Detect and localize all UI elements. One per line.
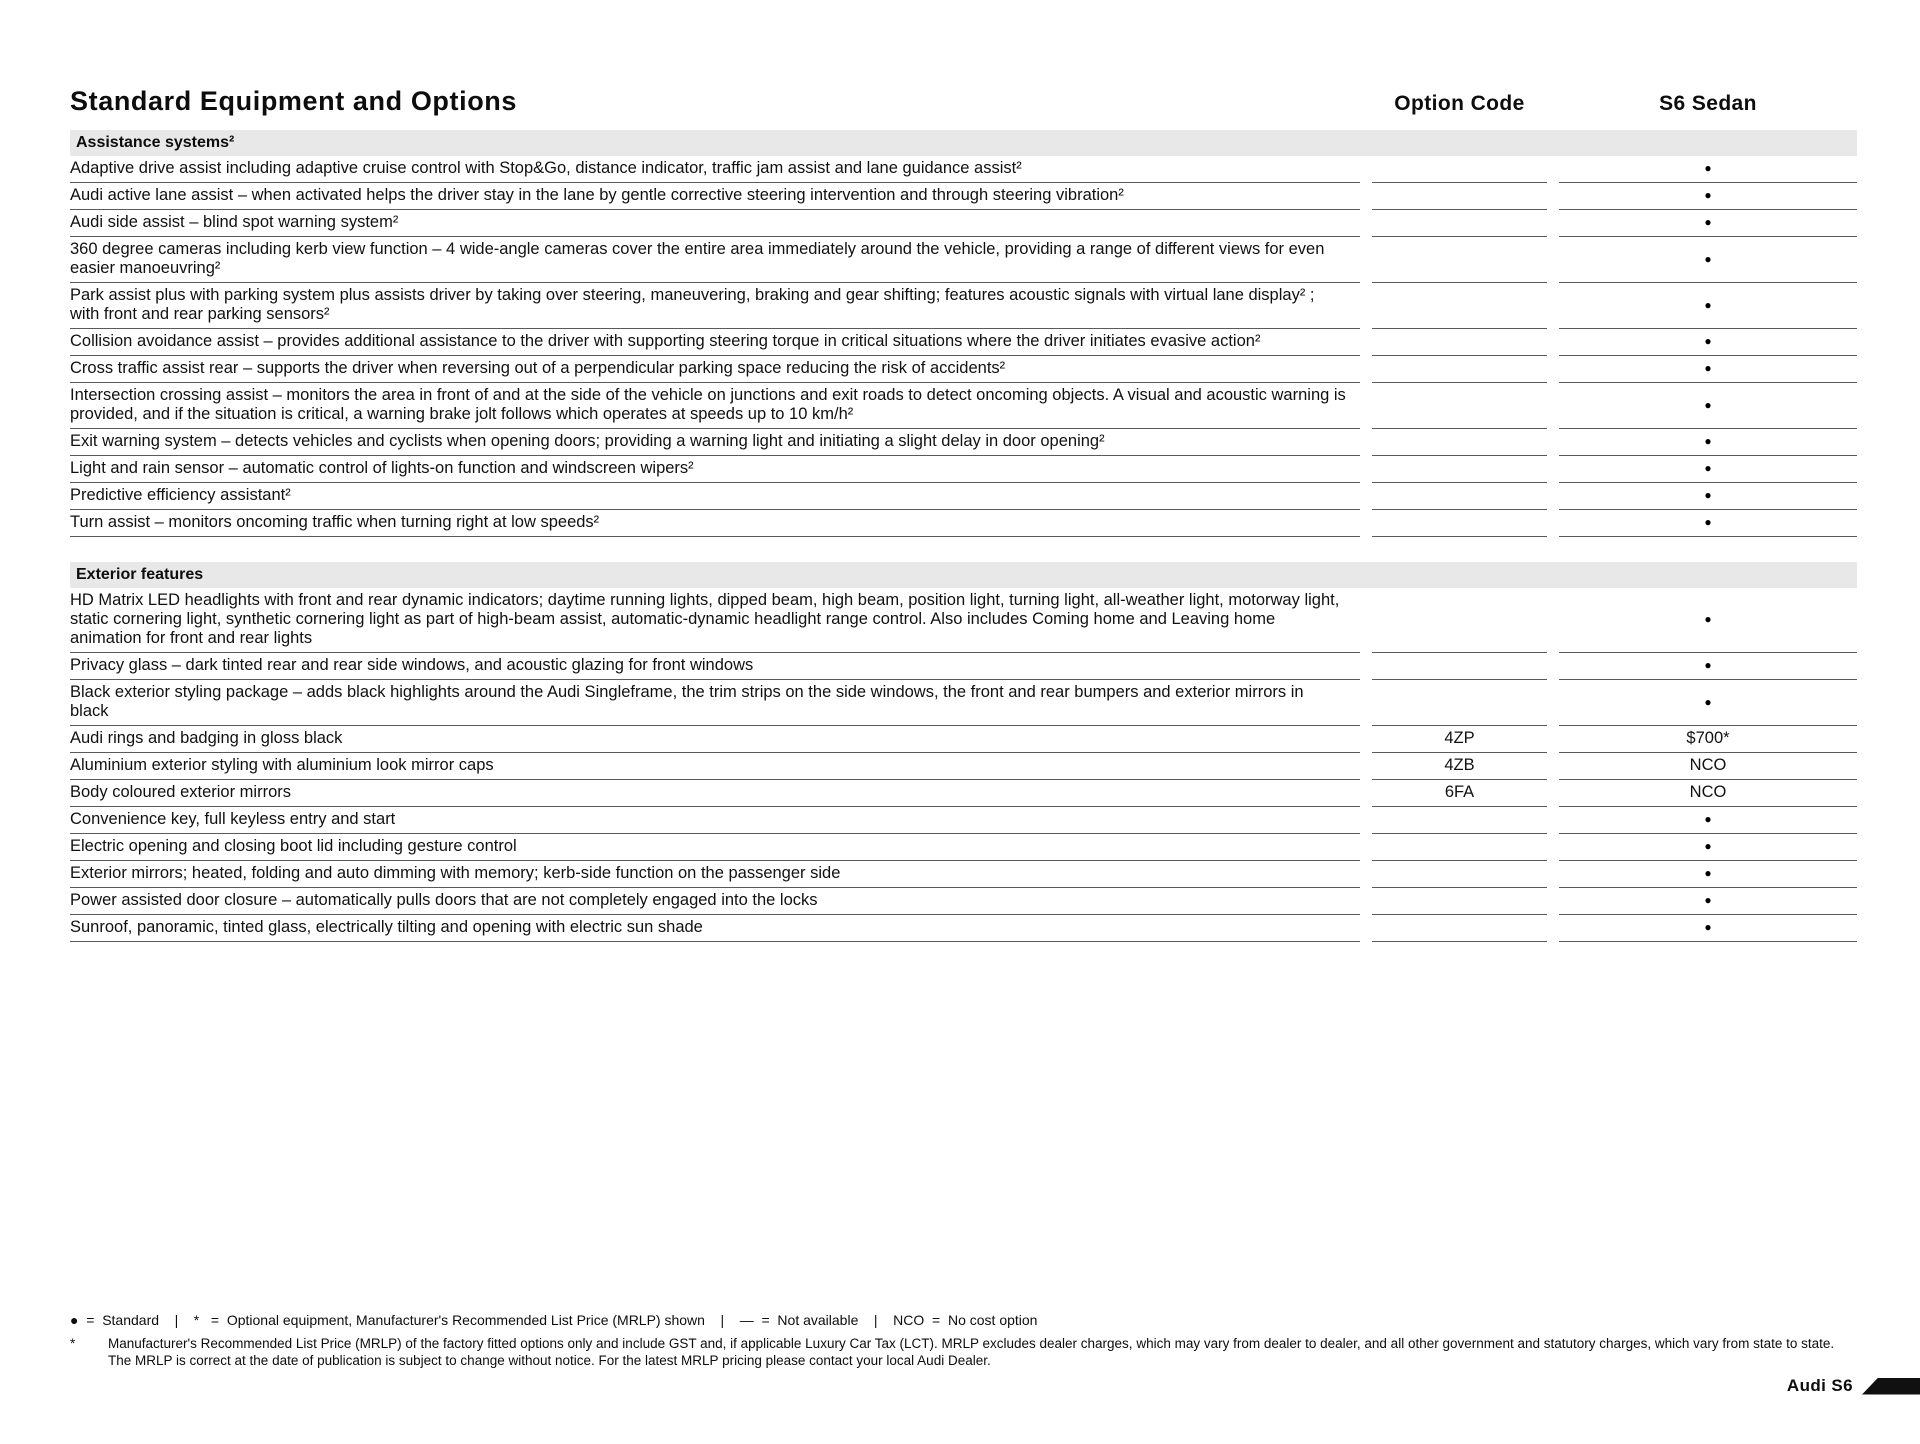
footnote-marker: *: [70, 1336, 76, 1351]
table-row: [70, 915, 1857, 942]
feature-cell: Cross traffic assist rear – supports the driver when reversing out of a perpendicular parking space reducing the risk of accidents²: [70, 356, 1360, 383]
availability-cell: ●: [1559, 356, 1857, 383]
option-code-cell: [1372, 510, 1547, 537]
feature-cell: Body coloured exterior mirrors: [70, 780, 1360, 807]
table-row: [70, 861, 1857, 888]
availability-cell: ●: [1559, 510, 1857, 537]
feature-cell: Audi active lane assist – when activated helps the driver stay in the lane by gentle corrective steering intervention and through steering vibration²: [70, 183, 1360, 210]
availability-cell: ●: [1559, 915, 1857, 942]
availability-cell: ●: [1559, 283, 1857, 329]
feature-cell: 360 degree cameras including kerb view function – 4 wide-angle cameras cover the entire area immediately around the vehicle, providing a range of different views for even easier manoeuvring²: [70, 237, 1360, 283]
section-header: Exterior features: [70, 562, 1857, 588]
feature-cell: Predictive efficiency assistant²: [70, 483, 1360, 510]
footer: [70, 1312, 1857, 1369]
feature-cell: HD Matrix LED headlights with front and rear dynamic indicators; daytime running lights, dipped beam, high beam, position light, turning light, all-weather light, motorway light, static cornering light, synthetic cornering light as part of high-beam assist, automatic-dynamic headlight range control. Also includes Coming home and Leaving home animation for front and rear lights: [70, 588, 1360, 653]
table-row: [70, 329, 1857, 356]
table-row: [70, 456, 1857, 483]
column-header-model: S6 Sedan: [1659, 92, 1757, 115]
option-code-cell: [1372, 483, 1547, 510]
option-code-cell: [1372, 915, 1547, 942]
page-tab-shape: [1862, 1378, 1920, 1395]
option-code-cell: [1372, 383, 1547, 429]
footnote: [70, 1335, 1857, 1369]
feature-cell: Power assisted door closure – automatically pulls doors that are not completely engaged into the locks: [70, 888, 1360, 915]
option-code-cell: [1372, 356, 1547, 383]
table-row: [70, 510, 1857, 537]
legend-line: ● = Standard | * = Optional equipment, Manufacturer's Recommended List Price (MRLP) shown | — = Not available | NCO = No cost option: [70, 1312, 1038, 1328]
availability-cell: ●: [1559, 588, 1857, 653]
feature-cell: Intersection crossing assist – monitors the area in front of and at the side of the vehicle on junctions and exit roads to detect oncoming objects. A visual and acoustic warning is provided, and if the situation is critical, a warning brake jolt follows which operates at speeds up to 10 km/h²: [70, 383, 1360, 429]
feature-cell: Adaptive drive assist including adaptive cruise control with Stop&Go, distance indicator, traffic jam assist and lane guidance assist²: [70, 156, 1360, 183]
feature-cell: Aluminium exterior styling with aluminium look mirror caps: [70, 753, 1360, 780]
feature-cell: Collision avoidance assist – provides additional assistance to the driver with supporting steering torque in critical situations where the driver initiates evasive action²: [70, 329, 1360, 356]
table-row: [70, 183, 1857, 210]
option-code-cell: [1372, 834, 1547, 861]
availability-cell: ●: [1559, 861, 1857, 888]
section-header: Assistance systems²: [70, 130, 1857, 156]
availability-cell: ●: [1559, 156, 1857, 183]
table-row: [70, 680, 1857, 726]
feature-cell: Audi rings and badging in gloss black: [70, 726, 1360, 753]
page-title: Standard Equipment and Options: [70, 86, 518, 116]
table-row: [70, 807, 1857, 834]
availability-cell: NCO: [1559, 753, 1857, 780]
column-header-option-code: Option Code: [1394, 92, 1525, 115]
table-row: [70, 588, 1857, 653]
table-row: [70, 356, 1857, 383]
table-row: [70, 888, 1857, 915]
option-code-cell: [1372, 237, 1547, 283]
option-code-cell: 4ZP: [1372, 726, 1547, 753]
option-code-cell: [1372, 456, 1547, 483]
availability-cell: ●: [1559, 888, 1857, 915]
feature-cell: Sunroof, panoramic, tinted glass, electrically tilting and opening with electric sun shade: [70, 915, 1360, 942]
availability-cell: ●: [1559, 807, 1857, 834]
feature-cell: Privacy glass – dark tinted rear and rear side windows, and acoustic glazing for front windows: [70, 653, 1360, 680]
page: [0, 86, 1920, 1444]
availability-cell: ●: [1559, 653, 1857, 680]
table-row: [70, 383, 1857, 429]
availability-cell: $700*: [1559, 726, 1857, 753]
availability-cell: ●: [1559, 483, 1857, 510]
option-code-cell: 4ZB: [1372, 753, 1547, 780]
option-code-cell: [1372, 588, 1547, 653]
table-row: [70, 653, 1857, 680]
table-row: [70, 237, 1857, 283]
equipment-table: [70, 130, 1857, 942]
availability-cell: ●: [1559, 329, 1857, 356]
table-row: [70, 283, 1857, 329]
feature-cell: Park assist plus with parking system plus assists driver by taking over steering, maneuvering, braking and gear shifting; features acoustic signals with virtual lane display² ; with front and rear parking sensors²: [70, 283, 1360, 329]
availability-cell: ●: [1559, 834, 1857, 861]
option-code-cell: [1372, 888, 1547, 915]
table-row: [70, 753, 1857, 780]
feature-cell: Light and rain sensor – automatic control of lights-on function and windscreen wipers²: [70, 456, 1360, 483]
availability-cell: NCO: [1559, 780, 1857, 807]
feature-cell: Audi side assist – blind spot warning system²: [70, 210, 1360, 237]
feature-cell: Exterior mirrors; heated, folding and auto dimming with memory; kerb-side function on the passenger side: [70, 861, 1360, 888]
table-row: [70, 429, 1857, 456]
option-code-cell: [1372, 680, 1547, 726]
option-code-cell: [1372, 807, 1547, 834]
feature-cell: Black exterior styling package – adds black highlights around the Audi Singleframe, the trim strips on the side windows, the front and rear bumpers and exterior mirrors in black: [70, 680, 1360, 726]
table-row: [70, 210, 1857, 237]
availability-cell: ●: [1559, 456, 1857, 483]
availability-cell: ●: [1559, 237, 1857, 283]
table-header-row: [70, 86, 1857, 117]
option-code-cell: [1372, 653, 1547, 680]
brand-block: [1787, 1376, 1920, 1396]
option-code-cell: [1372, 156, 1547, 183]
brand-label: Audi S6: [1786, 1376, 1853, 1395]
option-code-cell: 6FA: [1372, 780, 1547, 807]
table-row: [70, 483, 1857, 510]
table-row: [70, 156, 1857, 183]
availability-cell: ●: [1559, 680, 1857, 726]
availability-cell: ●: [1559, 210, 1857, 237]
availability-cell: ●: [1559, 183, 1857, 210]
feature-cell: Turn assist – monitors oncoming traffic when turning right at low speeds²: [70, 510, 1360, 537]
table-row: [70, 834, 1857, 861]
option-code-cell: [1372, 210, 1547, 237]
option-code-cell: [1372, 283, 1547, 329]
option-code-cell: [1372, 183, 1547, 210]
option-code-cell: [1372, 861, 1547, 888]
option-code-cell: [1372, 329, 1547, 356]
availability-cell: ●: [1559, 429, 1857, 456]
feature-cell: Exit warning system – detects vehicles and cyclists when opening doors; providing a warning light and initiating a slight delay in door opening²: [70, 429, 1360, 456]
content-area: [0, 86, 1920, 942]
option-code-cell: [1372, 429, 1547, 456]
table-row: [70, 780, 1857, 807]
feature-cell: Electric opening and closing boot lid including gesture control: [70, 834, 1360, 861]
footnote-text: Manufacturer's Recommended List Price (MRLP) of the factory fitted options only and include GST and, if applicable Luxury Car Tax (LCT). MRLP excludes dealer charges, which may vary from dealer to dealer, and all other government and statutory charges, which vary from state to state. The MRLP is correct at the date of publication is subject to change without notice. For the latest MRLP pricing please contact your local Audi Dealer.: [108, 1336, 1835, 1368]
availability-cell: ●: [1559, 383, 1857, 429]
feature-cell: Convenience key, full keyless entry and start: [70, 807, 1360, 834]
table-row: [70, 726, 1857, 753]
